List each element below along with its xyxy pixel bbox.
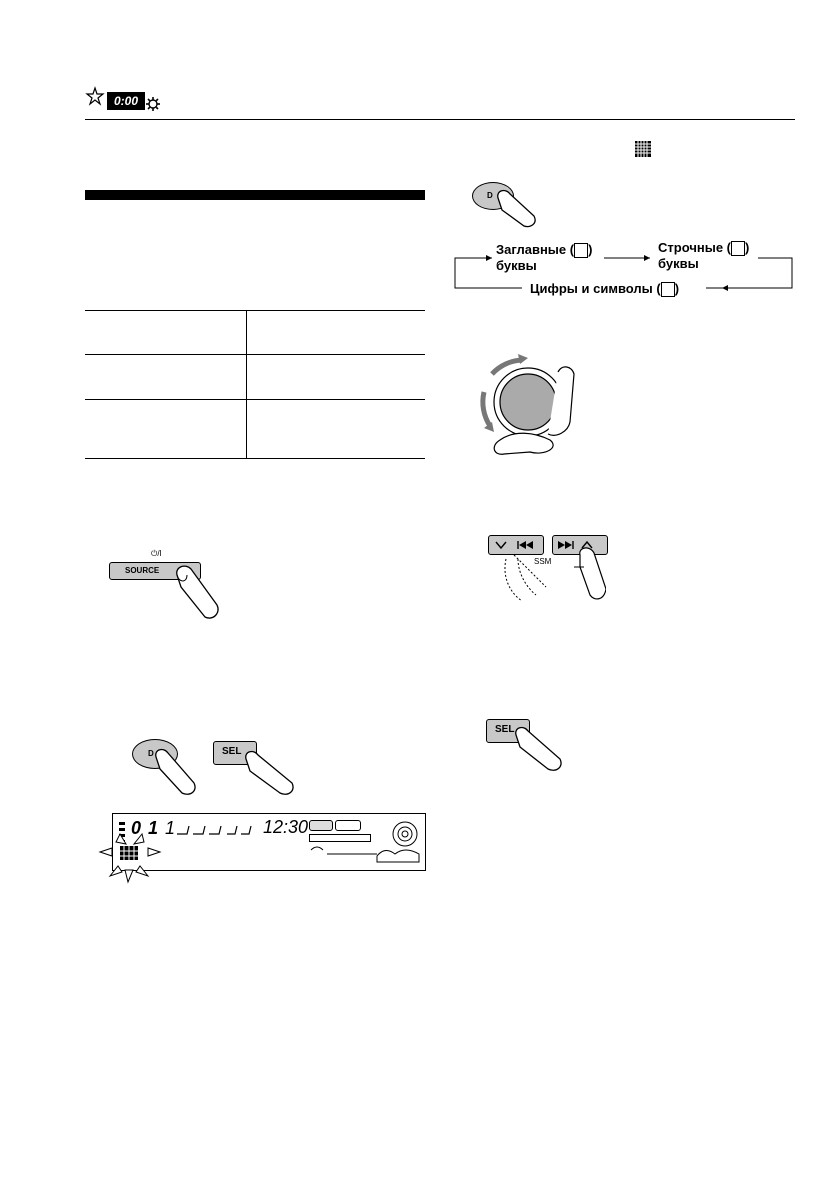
display-dashes [175, 822, 265, 836]
clock-badge: 0:00 [107, 92, 145, 110]
display-clock: 12:30 [263, 817, 309, 837]
d-label: D [148, 749, 154, 758]
uppercase-glyph-icon [574, 243, 588, 258]
source-label: SOURCE [125, 566, 160, 575]
display-indicator [309, 820, 333, 831]
d-button-illustration-right [468, 180, 548, 230]
display-band-row [309, 834, 371, 842]
finger-icon [173, 561, 223, 625]
display-preset: 1 [165, 818, 176, 838]
finger-icon [152, 747, 200, 797]
knob[interactable] [500, 374, 556, 430]
power-symbol: ⏻/I [151, 549, 162, 558]
skip-buttons-illustration [484, 533, 624, 603]
sel-button-illustration-right [484, 717, 574, 773]
finger-icon [512, 725, 564, 773]
finger-icons [496, 547, 606, 603]
d-sel-illustration [130, 737, 310, 797]
sel-label: SEL [495, 724, 515, 735]
table-rule [85, 354, 425, 355]
section-heading-bar [85, 190, 425, 200]
digits-glyph-icon [661, 282, 675, 297]
blink-indicator [98, 826, 162, 884]
rotary-knob-illustration [474, 352, 584, 464]
grid-icon [634, 140, 652, 158]
ssm-label: SSM [534, 557, 552, 566]
display-source-glyphs: 0 1 [131, 818, 160, 838]
source-button-illustration [105, 545, 235, 625]
case-cycle-diagram [452, 236, 797, 304]
sel-label: SEL [222, 746, 242, 757]
table-rule-top [85, 310, 425, 311]
header-rule [85, 119, 795, 120]
finger-icon [494, 188, 540, 230]
table-rule [85, 399, 425, 400]
uppercase-label: Заглавные ( ) буквы [496, 242, 593, 274]
digits-label: Цифры и символы ( ) [530, 281, 680, 296]
display-level [309, 844, 379, 858]
gear-icon [145, 96, 161, 112]
table-rule-bottom [85, 458, 425, 459]
d-label: D [487, 191, 493, 200]
display-cd-indicator [335, 820, 361, 831]
table-divider [246, 310, 247, 458]
lowercase-label: Строчные ( ) буквы [658, 240, 750, 272]
finger-icon [242, 749, 298, 797]
lowercase-glyph-icon [731, 241, 745, 256]
display-graphic [375, 816, 423, 866]
header-badge [85, 86, 165, 114]
